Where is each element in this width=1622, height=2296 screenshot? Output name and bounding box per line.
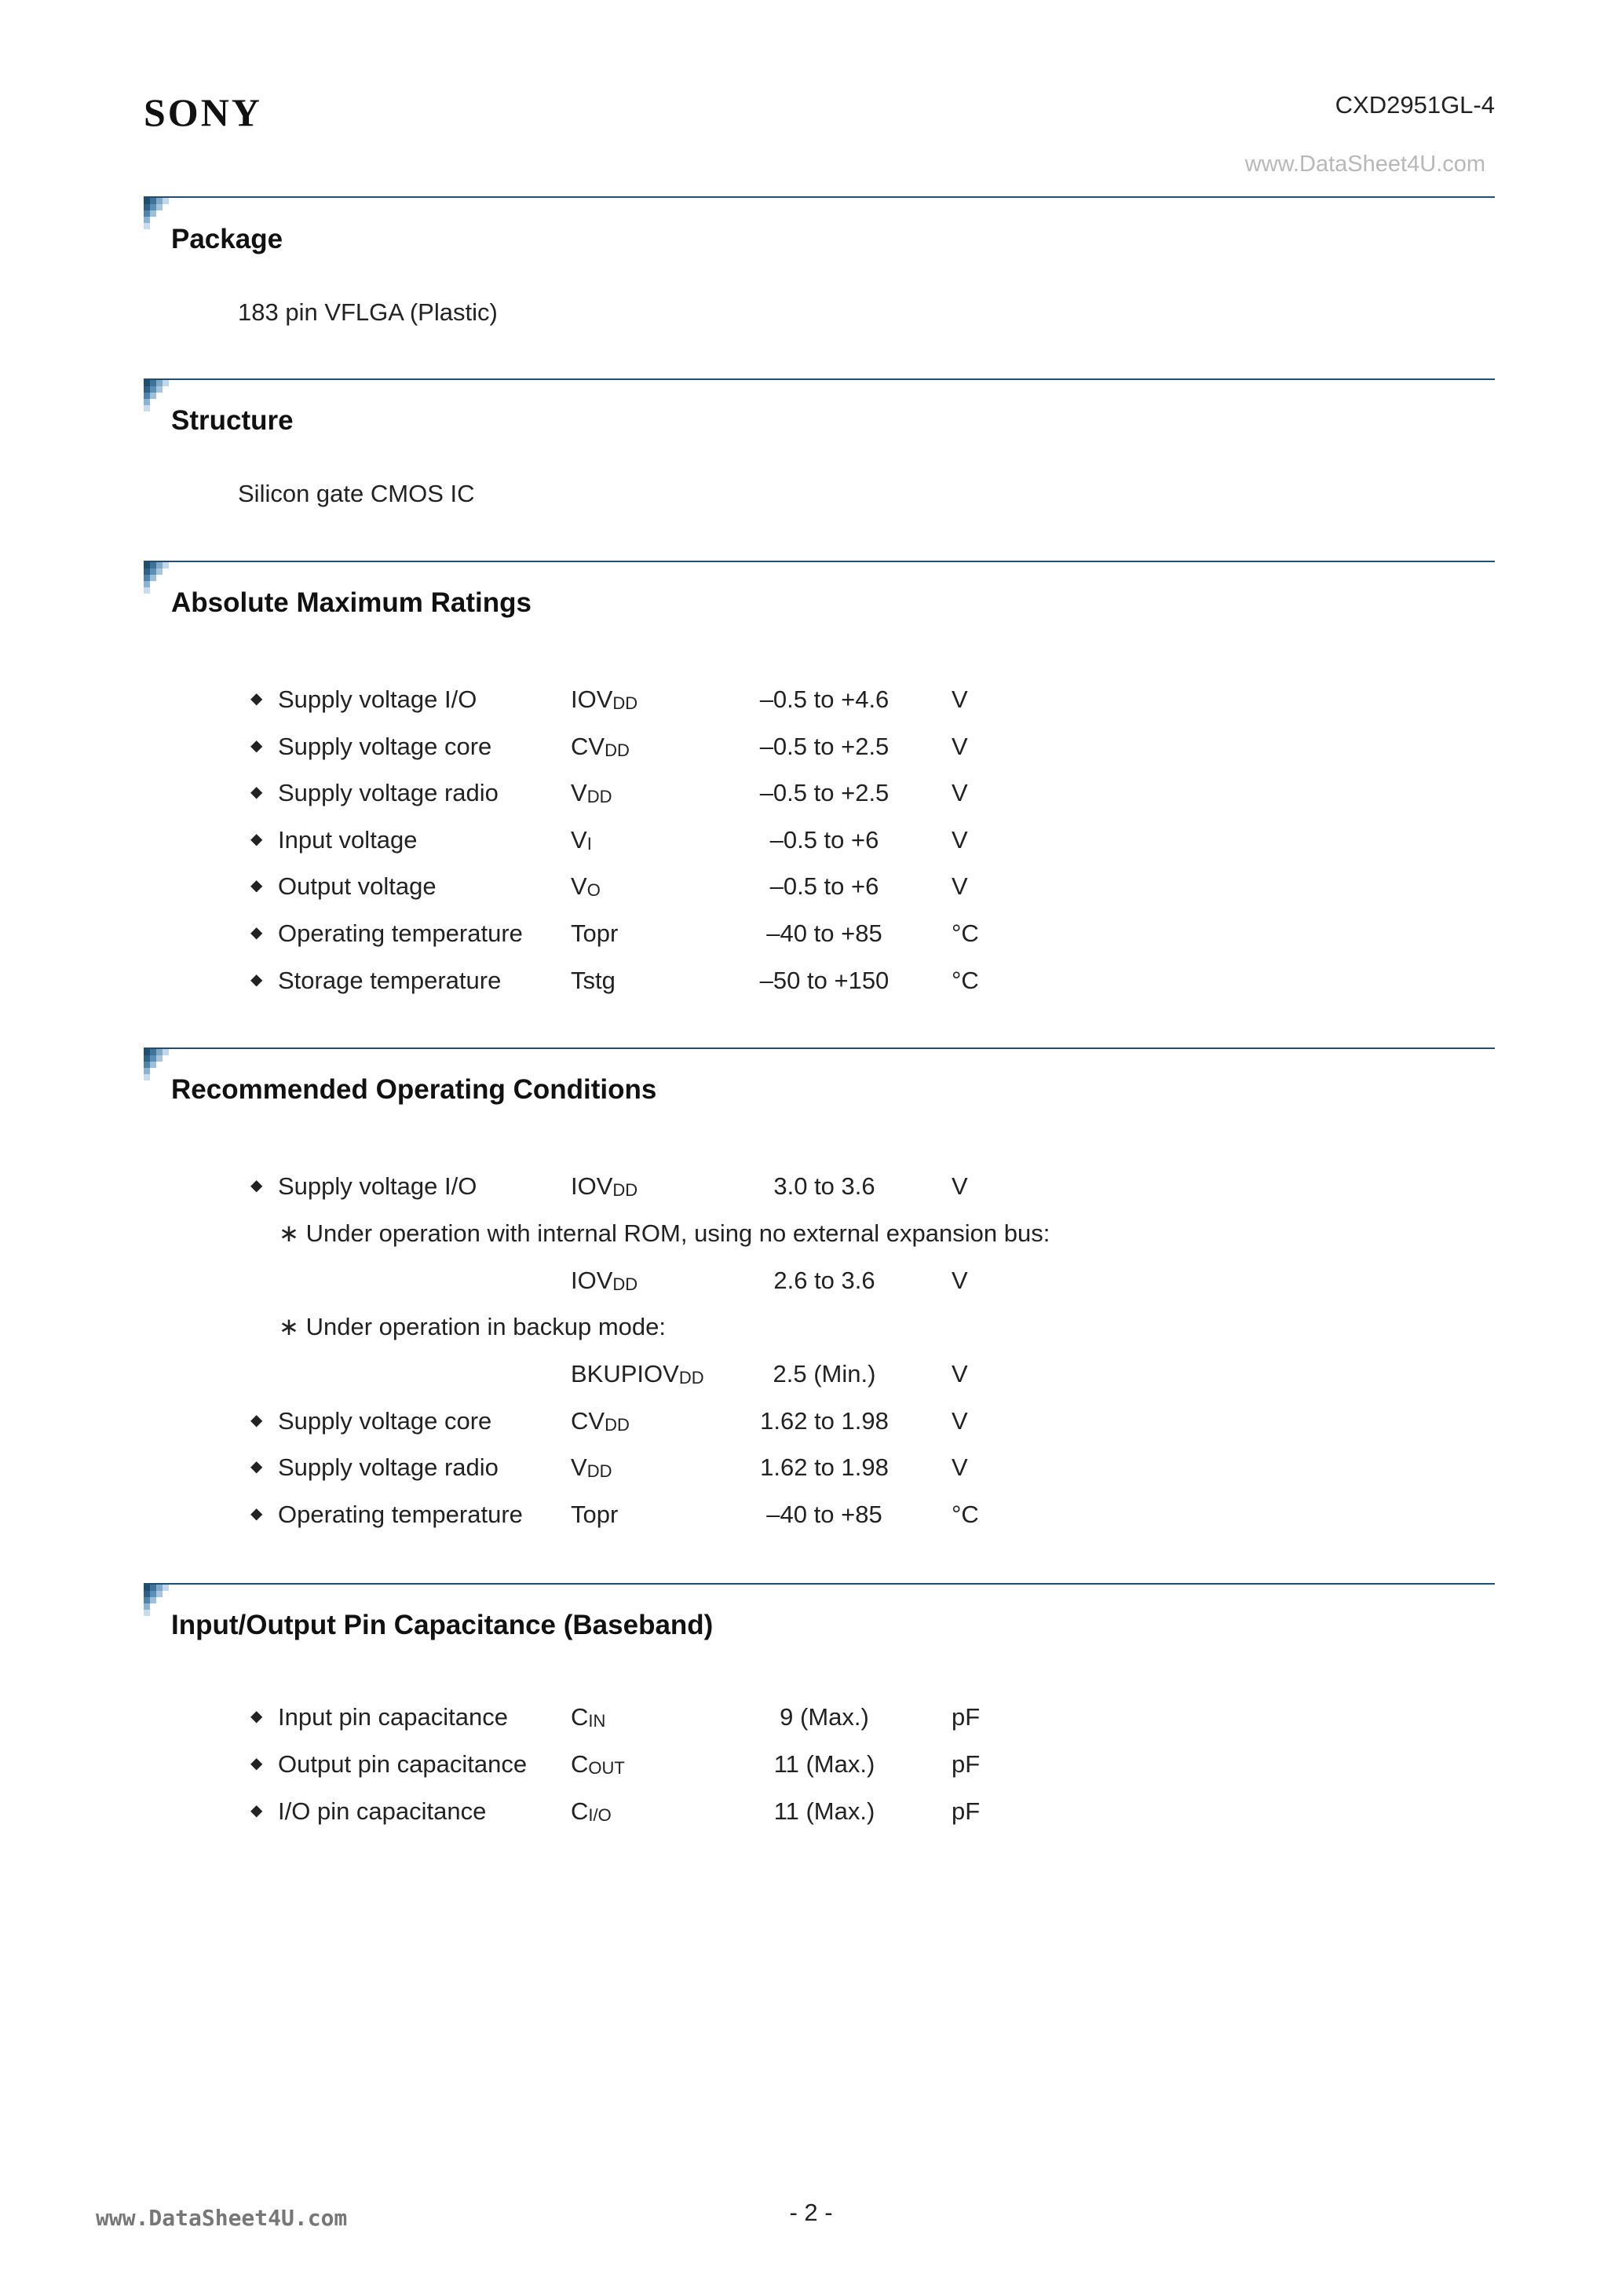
param-value: –0.5 to +6 bbox=[769, 826, 879, 854]
param-value: –0.5 to +6 bbox=[769, 872, 879, 900]
param-symbol: $C_{IN}$ bbox=[571, 1703, 606, 1731]
param-value: 11 (Max.) bbox=[773, 1797, 875, 1825]
table-row bbox=[0, 1455, 1622, 1486]
watermark-bottom[interactable]: www.DataSheet4U.com bbox=[96, 2205, 348, 2231]
param-value: –40 to +85 bbox=[766, 1501, 882, 1528]
param-symbol: $BKUPIOV_{DD}$ bbox=[571, 1360, 704, 1387]
sony-logo: SONY bbox=[144, 90, 262, 134]
param-value: 9 (Max.) bbox=[780, 1703, 869, 1731]
bullet-icon: ◆ bbox=[250, 1755, 263, 1772]
structure-text: Silicon gate CMOS IC bbox=[238, 480, 475, 507]
param-name: Output voltage bbox=[278, 872, 437, 900]
param-value: 3.0 to 3.6 bbox=[773, 1172, 875, 1200]
param-value: 1.62 to 1.98 bbox=[760, 1453, 889, 1481]
param-symbol: Topr bbox=[571, 919, 619, 947]
param-symbol: $V_O$ bbox=[571, 872, 601, 900]
heading-io-pin-capacitance: Input/Output Pin Capacitance (Baseband) bbox=[171, 1610, 714, 1640]
param-name: Supply voltage radio bbox=[278, 1453, 499, 1481]
param-symbol: $CV_{DD}$ bbox=[571, 1407, 630, 1435]
heading-structure: Structure bbox=[171, 405, 294, 436]
param-value: 2.6 to 3.6 bbox=[773, 1267, 875, 1294]
param-name: Supply voltage core bbox=[278, 1407, 492, 1435]
param-symbol: $IOV_{DD}$ bbox=[571, 686, 638, 713]
param-unit: V bbox=[952, 826, 968, 854]
param-value: –0.5 to +2.5 bbox=[759, 733, 890, 760]
table-row bbox=[0, 921, 1622, 952]
bullet-icon: ◆ bbox=[250, 1177, 263, 1194]
heading-recommended-operating-conditions: Recommended Operating Conditions bbox=[171, 1074, 657, 1105]
param-unit: °C bbox=[952, 1501, 979, 1528]
section-divider bbox=[144, 1583, 1495, 1585]
section-divider bbox=[144, 196, 1495, 198]
section-marker-icon bbox=[144, 380, 175, 411]
bullet-icon: ◆ bbox=[250, 924, 263, 941]
param-unit: V bbox=[952, 1407, 968, 1435]
table-row bbox=[0, 1174, 1622, 1205]
param-symbol: $V_I$ bbox=[571, 826, 592, 854]
table-row bbox=[0, 687, 1622, 718]
table-row bbox=[0, 828, 1622, 859]
param-name: Storage temperature bbox=[278, 967, 502, 994]
param-unit: V bbox=[952, 686, 968, 713]
table-row bbox=[0, 874, 1622, 905]
param-unit: V bbox=[952, 872, 968, 900]
bullet-icon: ◆ bbox=[250, 737, 263, 755]
param-unit: V bbox=[952, 1267, 968, 1294]
param-value: 2.5 (Min.) bbox=[773, 1360, 876, 1387]
bullet-icon: ◆ bbox=[250, 784, 263, 801]
param-unit: °C bbox=[952, 967, 979, 994]
param-name: Supply voltage I/O bbox=[278, 686, 477, 713]
footnote: ∗ Under operation in backup mode: bbox=[279, 1313, 666, 1340]
section-divider bbox=[144, 1047, 1495, 1049]
param-symbol: $V_{DD}$ bbox=[571, 1453, 612, 1481]
table-row bbox=[0, 968, 1622, 1000]
param-unit: V bbox=[952, 1360, 968, 1387]
table-row bbox=[0, 1799, 1622, 1830]
param-symbol: Topr bbox=[571, 1501, 619, 1528]
section-marker-icon bbox=[144, 198, 175, 229]
table-row bbox=[0, 1409, 1622, 1440]
footnote: ∗ Under operation with internal ROM, using no external expansion bus: bbox=[279, 1219, 1050, 1247]
watermark-top[interactable]: www.DataSheet4U.com bbox=[1244, 152, 1485, 177]
param-name: Output pin capacitance bbox=[278, 1750, 528, 1778]
bullet-icon: ◆ bbox=[250, 1708, 263, 1725]
param-symbol: $CV_{DD}$ bbox=[571, 733, 630, 760]
param-name: Operating temperature bbox=[278, 1501, 523, 1528]
document-number: CXD2951GL-4 bbox=[1335, 91, 1495, 119]
param-name: Supply voltage I/O bbox=[278, 1172, 477, 1200]
table-row bbox=[0, 734, 1622, 766]
bullet-icon: ◆ bbox=[250, 971, 263, 989]
table-row bbox=[0, 1752, 1622, 1783]
param-unit: V bbox=[952, 1172, 968, 1200]
param-name: Input voltage bbox=[278, 826, 418, 854]
section-marker-icon bbox=[144, 562, 175, 594]
param-name: I/O pin capacitance bbox=[278, 1797, 487, 1825]
section-marker-icon bbox=[144, 1585, 175, 1616]
page-number: - 2 - bbox=[789, 2199, 833, 2226]
param-name: Operating temperature bbox=[278, 919, 523, 947]
section-marker-icon bbox=[144, 1049, 175, 1080]
table-row bbox=[0, 1705, 1622, 1736]
param-symbol: $V_{DD}$ bbox=[571, 779, 612, 806]
heading-package: Package bbox=[171, 224, 283, 254]
table-row bbox=[0, 1268, 1622, 1300]
param-unit: pF bbox=[952, 1797, 981, 1825]
bullet-icon: ◆ bbox=[250, 1412, 263, 1429]
param-unit: V bbox=[952, 733, 968, 760]
param-symbol: $C_{I/O}$ bbox=[571, 1797, 612, 1825]
param-symbol: Tstg bbox=[571, 967, 616, 994]
bullet-icon: ◆ bbox=[250, 831, 263, 848]
param-name: Supply voltage core bbox=[278, 733, 492, 760]
table-row bbox=[0, 1502, 1622, 1534]
param-value: 1.62 to 1.98 bbox=[760, 1407, 889, 1435]
param-unit: °C bbox=[952, 919, 979, 947]
section-divider bbox=[144, 561, 1495, 562]
package-text: 183 pin VFLGA (Plastic) bbox=[238, 298, 498, 326]
section-divider bbox=[144, 378, 1495, 380]
param-symbol: $IOV_{DD}$ bbox=[571, 1172, 638, 1200]
bullet-icon: ◆ bbox=[250, 1458, 263, 1475]
param-value: –40 to +85 bbox=[766, 919, 882, 947]
param-value: 11 (Max.) bbox=[773, 1750, 875, 1778]
param-unit: V bbox=[952, 779, 968, 806]
param-value: –50 to +150 bbox=[759, 967, 890, 994]
bullet-icon: ◆ bbox=[250, 690, 263, 707]
bullet-icon: ◆ bbox=[250, 877, 263, 894]
param-value: –0.5 to +2.5 bbox=[759, 779, 890, 806]
param-value: –0.5 to +4.6 bbox=[759, 686, 890, 713]
table-row bbox=[0, 1362, 1622, 1393]
param-unit: V bbox=[952, 1453, 968, 1481]
param-unit: pF bbox=[952, 1750, 981, 1778]
bullet-icon: ◆ bbox=[250, 1505, 263, 1523]
param-symbol: $C_{OUT}$ bbox=[571, 1750, 625, 1778]
heading-absolute-maximum-ratings: Absolute Maximum Ratings bbox=[171, 587, 532, 618]
table-row bbox=[0, 781, 1622, 812]
param-symbol: $IOV_{DD}$ bbox=[571, 1267, 638, 1294]
param-name: Supply voltage radio bbox=[278, 779, 499, 806]
param-name: Input pin capacitance bbox=[278, 1703, 508, 1731]
param-unit: pF bbox=[952, 1703, 981, 1731]
bullet-icon: ◆ bbox=[250, 1802, 263, 1819]
